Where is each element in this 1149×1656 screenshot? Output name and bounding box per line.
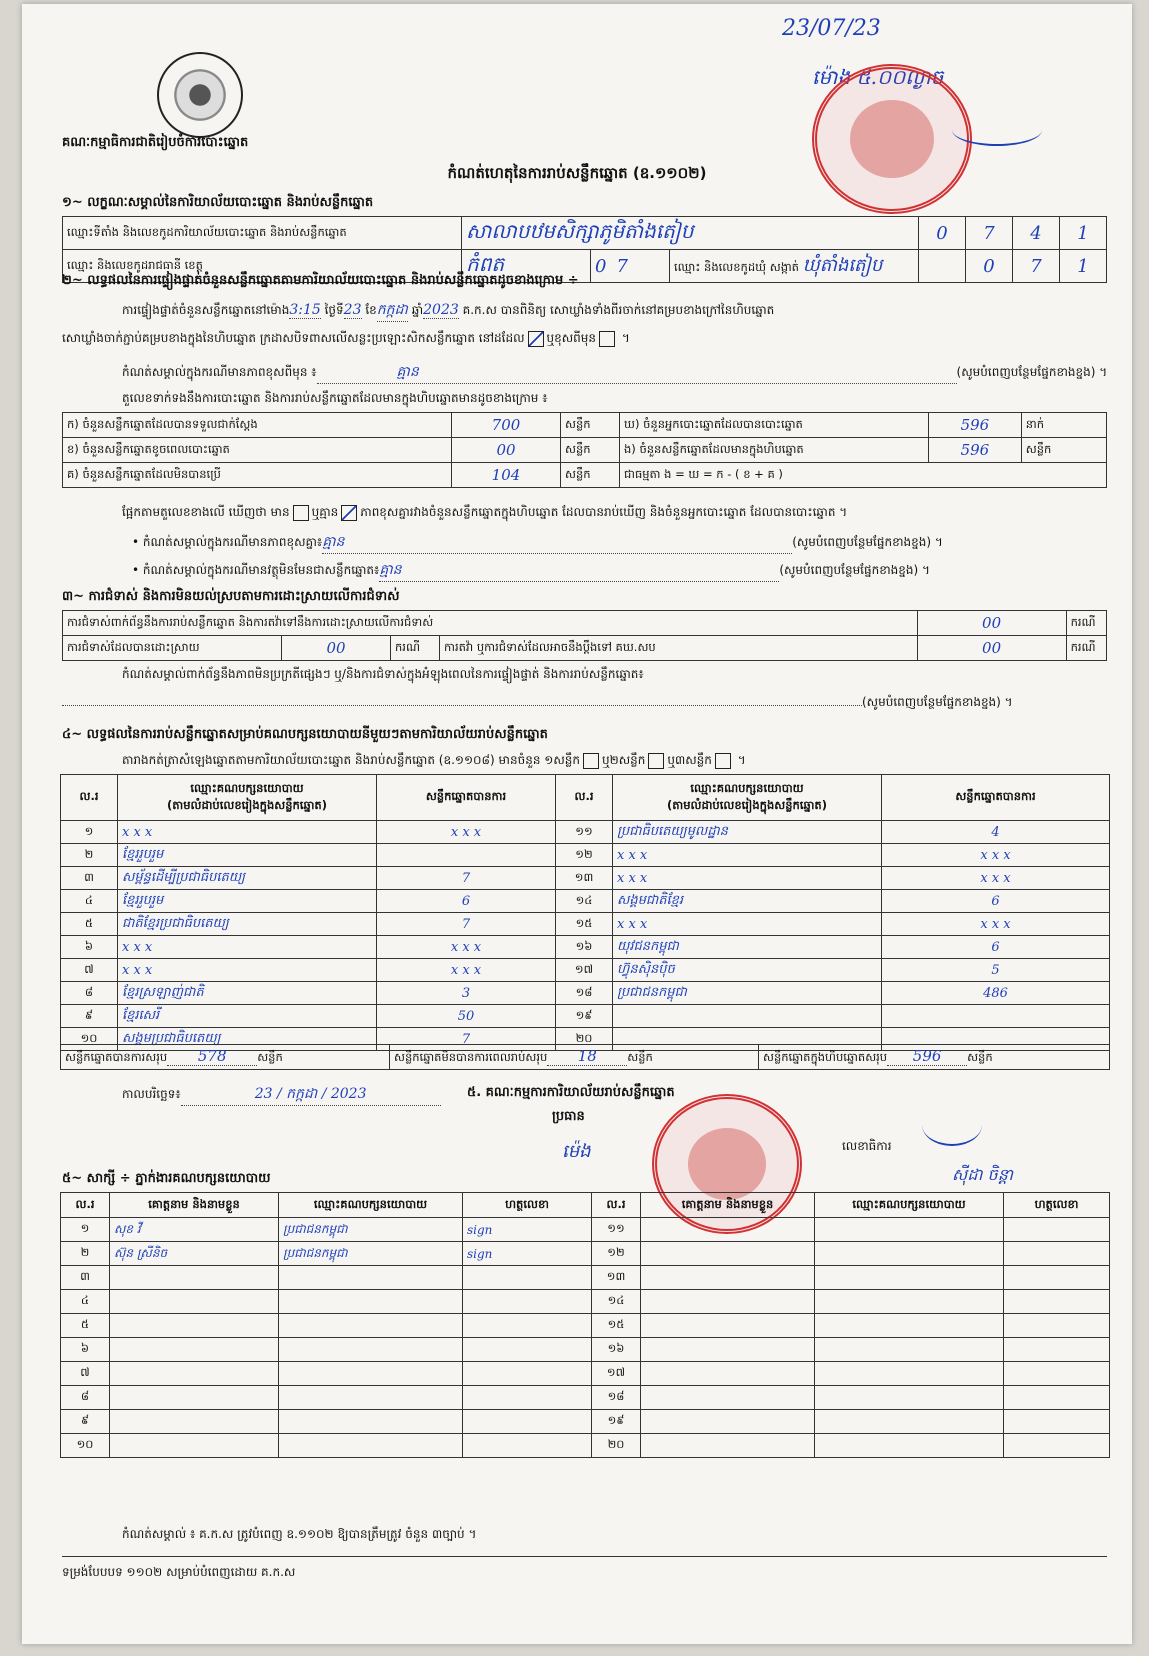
section3-heading: ៣~ ការជំទាស់ និងការមិនយល់ស្របតាមការដោះស្រាយលើការជំទាស់ xyxy=(62,589,400,604)
witness-signature xyxy=(463,1410,592,1434)
party-name: x x x xyxy=(118,821,377,844)
vote-count: x x x xyxy=(377,821,556,844)
table-row xyxy=(61,913,1110,936)
commission-name: គណៈកម្មាធិការជាតិរៀបចំការបោះឆ្នោត xyxy=(62,135,249,150)
vote-count: 4 xyxy=(882,821,1110,844)
witness-party xyxy=(815,1386,1004,1410)
row-number: ៥ xyxy=(61,913,118,936)
row-number: ១ xyxy=(61,1218,110,1242)
table-row xyxy=(61,1314,1110,1338)
table-row xyxy=(61,1410,1110,1434)
party-name: សង្គមប្រជាធិបតេយ្យ xyxy=(118,1028,377,1051)
witness-signature xyxy=(1004,1290,1110,1314)
witness-name xyxy=(641,1266,815,1290)
table-row xyxy=(61,821,1110,844)
total-invalid: 18 xyxy=(547,1047,627,1066)
witness-name xyxy=(110,1266,279,1290)
row-number: ៣ xyxy=(61,867,118,890)
unused-label: គ) ចំនួនសន្លឹកឆ្នោតដែលមិនបានប្រើ xyxy=(63,463,452,488)
no-difference-checkbox[interactable] xyxy=(341,505,357,521)
row-number: ១៣ xyxy=(592,1266,641,1290)
party-name: x x x xyxy=(613,913,882,936)
commune-code-2: 7 xyxy=(1013,250,1060,283)
row-number: ៥ xyxy=(61,1314,110,1338)
commune-cell: ឈ្មោះ និងលេខកូដឃុំ សង្កាត់ ឃុំតាំងតៀប xyxy=(670,250,919,283)
witness-signature: sign xyxy=(463,1242,592,1266)
irregularity-remark: កំណត់សម្គាល់ពាក់ព័ន្ធនឹងភាពមិនប្រក្រតីផ្សេងៗ ឬ/និងការជំទាស់ក្នុងអំឡុងពេលនៃការផ្ទៀងផ្ទាត់ និងការរាប់សន្លឹកឆ្នោត៖ xyxy=(122,667,644,681)
ballot-count-form xyxy=(22,4,1132,1644)
section1-heading: ១~ លក្ខណៈសម្គាល់នៃការិយាល័យបោះឆ្នោត និងរាប់សន្លឹកឆ្នោត xyxy=(62,195,374,210)
witness-party xyxy=(279,1362,463,1386)
witness-party xyxy=(279,1434,463,1458)
table-row xyxy=(61,1434,1110,1458)
row-number: ៩ xyxy=(61,1005,118,1028)
witness-signature xyxy=(463,1434,592,1458)
party-name: សង្គមជាតិខ្មែរ xyxy=(613,890,882,913)
commune-code-1: 0 xyxy=(966,250,1013,283)
row-number: ៧ xyxy=(61,1362,110,1386)
party-name: ប្រជាធិបតេយ្យមូលដ្ឋាន xyxy=(613,821,882,844)
vote-count: 50 xyxy=(377,1005,556,1028)
row-number: ១១ xyxy=(592,1218,641,1242)
row-number: ១៣ xyxy=(556,867,613,890)
witness-party xyxy=(279,1266,463,1290)
row-number: ១១ xyxy=(556,821,613,844)
verification-line: ការផ្ទៀងផ្ទាត់ចំនួនសន្លឹកឆ្នោតនៅម៉ោង3:15 ថ្ងៃទី23 ខែកក្កដា ឆ្នាំ2023 គ.ក.ស បានពិនិត្យ សោឃ្លាំងទាំងពីរចាក់នៅគម្របខាងក្រៅនៃហិបឆ្នោត xyxy=(122,300,1112,322)
vote-count: 7 xyxy=(377,1028,556,1051)
vote-count: 7 xyxy=(377,867,556,890)
witness-name xyxy=(641,1338,815,1362)
witness-name xyxy=(641,1218,815,1242)
party-name: ប្រជាជនកម្ពុជា xyxy=(613,982,882,1005)
total-valid: 578 xyxy=(167,1047,257,1066)
witness-signature xyxy=(463,1290,592,1314)
figures-intro: តួលេខទាក់ទងនឹងការបោះឆ្នោត និងការរាប់សន្លឹកឆ្នោតដែលមានក្នុងហិបឆ្នោតមានដូចខាងក្រោម ៖ xyxy=(122,391,548,405)
foreign-object-remark: • កំណត់សម្គាល់ក្នុងករណីមានវត្ថុមិនមែនជាសន្លឹកឆ្នោត៖គ្មាន (សូមបំពេញបន្ថែមផ្នែកខាងខ្នង) ។ xyxy=(132,560,1112,582)
row-number: ១៥ xyxy=(556,913,613,936)
witness-party: ប្រជាជនកម្ពុជា xyxy=(279,1242,463,1266)
province-name: កំពត xyxy=(462,250,591,283)
party-name: យុវជនកម្ពុជា xyxy=(613,936,882,959)
row-number: ៨ xyxy=(61,1386,110,1410)
witness-name xyxy=(110,1386,279,1410)
vote-count: x x x xyxy=(377,936,556,959)
difference-line: ផ្អែកតាមតួលេខខាងលើ ឃើញថា មាន ឬគ្មាន ភាពខុសគ្នារវាងចំនួនសន្លឹកឆ្នោតក្នុងហិបឆ្នោត ដែលបានរាប់ឃើញ និងចំនួនអ្នកបោះឆ្នោត ដែលបានបោះឆ្នោត ។ xyxy=(122,505,848,519)
witness-party xyxy=(279,1314,463,1338)
vote-count: 6 xyxy=(882,936,1110,959)
table-row xyxy=(61,844,1110,867)
total-in-box: 596 xyxy=(887,1047,967,1066)
unused-value: 104 xyxy=(452,463,561,488)
row-number: ១០ xyxy=(61,1434,110,1458)
row-number: ១ xyxy=(61,821,118,844)
received-label: ក) ចំនួនសន្លឹកឆ្នោតដែលបានទទួលជាក់ស្ដែង xyxy=(63,413,452,438)
section4-heading: ៤~ លទ្ធផលនៃការរាប់សន្លឹកឆ្នោតសម្រាប់គណបក្សនយោបាយនីមួយៗតាមការិយាល័យរាប់សន្លឹកឆ្នោត xyxy=(62,727,548,742)
has-difference-checkbox[interactable] xyxy=(293,505,309,521)
handwritten-date: 23/07/23 xyxy=(782,16,881,41)
received-value: 700 xyxy=(452,413,561,438)
witness-party xyxy=(815,1314,1004,1338)
remark-difference-line: កំណត់សម្គាល់ក្នុងករណីមានភាពខុសពីមុន ៖ គ្មាន (សូមបំពេញបន្ថែមផ្នែកខាងខ្នង) ។ xyxy=(122,362,1112,384)
row-number: ១៨ xyxy=(556,982,613,1005)
witness-party xyxy=(815,1362,1004,1386)
footnote: កំណត់សម្គាល់ ៖ គ.ក.ស ត្រូវបំពេញ ឧ.១១០២ ឱ្យបានត្រឹមត្រូវ ចំនួន ៣ច្បាប់ ។ xyxy=(122,1527,477,1541)
row-number: ២ xyxy=(61,1242,110,1266)
station-label: ឈ្មោះទីតាំង និងលេខកូដការិយាល័យបោះឆ្នោត និងរាប់សន្លឹកឆ្នោត xyxy=(63,217,462,250)
secretary-label: លេខាធិការ xyxy=(842,1139,892,1153)
witness-party: ប្រជាជនកម្ពុជា xyxy=(279,1218,463,1242)
witness-signature xyxy=(1004,1434,1110,1458)
table-row xyxy=(61,1242,1110,1266)
witness-signature xyxy=(463,1386,592,1410)
secretary-name: ស៊ីដា ចិន្តា xyxy=(952,1165,1013,1184)
province-code: 07 xyxy=(591,250,670,283)
witness-signature xyxy=(1004,1338,1110,1362)
spoiled-label: ខ) ចំនួនសន្លឹកឆ្នោតខូចពេលបោះឆ្នោត xyxy=(63,438,452,463)
witness-name xyxy=(110,1362,279,1386)
form-title: កំណត់ហេតុនៃការរាប់សន្លឹកឆ្នោត (ឧ.១១០២) xyxy=(447,164,707,182)
witness-signature xyxy=(1004,1314,1110,1338)
row-number: ៣ xyxy=(61,1266,110,1290)
vote-count xyxy=(377,844,556,867)
row-number: ១៦ xyxy=(556,936,613,959)
commission-logo xyxy=(157,52,243,138)
row-number: ១២ xyxy=(556,844,613,867)
voters-label: ឃ) ចំនួនអ្នកបោះឆ្នោតដែលបានបោះឆ្នោត xyxy=(620,413,929,438)
party-name: x x x xyxy=(118,936,377,959)
party-name: ខ្មែររួបរួម xyxy=(118,890,377,913)
witness-name xyxy=(641,1290,815,1314)
chair-signature: ម៉េង xyxy=(562,1141,591,1162)
party-name: ហ៊្វុនស៊ិនប៉ិច xyxy=(613,959,882,982)
vote-count: x x x xyxy=(882,867,1110,890)
witness-signature xyxy=(1004,1386,1110,1410)
tally-sheet-count: តារាងកត់ត្រាសំឡេងឆ្នោតតាមការិយាល័យបោះឆ្នោត និងរាប់សន្លឹកឆ្នោត (ឧ.១១០៨) មានចំនួន ១សន្លឹក ឬ២សន្លឹក ឬ៣សន្លឹក ។ xyxy=(122,753,746,767)
vote-count: x x x xyxy=(882,844,1110,867)
witness-name xyxy=(110,1434,279,1458)
party-name: x x x xyxy=(613,844,882,867)
party-name: ខ្មែរសេរី xyxy=(118,1005,377,1028)
vote-count: 6 xyxy=(882,890,1110,913)
table-row xyxy=(61,959,1110,982)
row-number: ១៨ xyxy=(592,1386,641,1410)
witness-name xyxy=(110,1314,279,1338)
row-number: ៩ xyxy=(61,1410,110,1434)
row-number: ៤ xyxy=(61,1290,110,1314)
party-name: ជាតិខ្មែរប្រជាធិបតេយ្យ xyxy=(118,913,377,936)
table-row xyxy=(61,1218,1110,1242)
date-line: កាលបរិច្ឆេទ៖ 23 / កក្កដា / 2023 xyxy=(122,1084,441,1106)
formula: ជាធម្មតា ង = ឃ = ក - ( ខ + គ ) xyxy=(620,463,1107,488)
station-code-4: 1 xyxy=(1060,217,1107,250)
witness-name xyxy=(641,1386,815,1410)
section2-heading: ២~ លទ្ធផលនៃការផ្ទៀងផ្ទាត់ចំនួនសន្លឹកឆ្នោតតាមការិយាល័យបោះឆ្នោត និងរាប់សន្លឹកឆ្នោតដូចខាងក្រោម ÷ xyxy=(62,273,579,288)
commune-code-3: 1 xyxy=(1060,250,1107,283)
table-row xyxy=(61,1266,1110,1290)
section5-heading: ៥~ សាក្សី ÷ ភ្នាក់ងារគណបក្សនយោបាយ xyxy=(62,1171,271,1186)
party-name xyxy=(613,1005,882,1028)
row-number: ១៧ xyxy=(592,1362,641,1386)
witness-party xyxy=(815,1434,1004,1458)
vote-count: x x x xyxy=(882,913,1110,936)
witness-party xyxy=(815,1218,1004,1242)
vote-count: 7 xyxy=(377,913,556,936)
witness-signature xyxy=(1004,1410,1110,1434)
table-row xyxy=(61,982,1110,1005)
figures-table: ក) ចំនួនសន្លឹកឆ្នោតដែលបានទទួលជាក់ស្ដែង 700 សន្លឹក ឃ) ចំនួនអ្នកបោះឆ្នោតដែលបានបោះឆ្នោត 596 នាក់ ខ) ចំនួនសន្លឹកឆ្នោតខូចពេលបោះឆ្នោត 00 សន្លឹក ង) ចំនួនសន្លឹកឆ្នោតដែលមានក្នុងហិបឆ្នោត 596 សន្លឹក គ) ចំនួនសន្លឹកឆ្នោតដែលមិនបានប្រើ 104 សន្លឹក ជាធម្មតា ង = ឃ = ក - ( ខ + គ ) xyxy=(62,412,1107,488)
witness-signature: sign xyxy=(463,1218,592,1242)
row-number: ៦ xyxy=(61,936,118,959)
voters-value: 596 xyxy=(929,413,1022,438)
witness-party xyxy=(815,1266,1004,1290)
witness-name: សុខ វី xyxy=(110,1218,279,1242)
row-number: ៦ xyxy=(61,1338,110,1362)
witness-name xyxy=(641,1434,815,1458)
objections-value: 00 xyxy=(917,611,1066,636)
table-row xyxy=(61,936,1110,959)
station-code-3: 4 xyxy=(1013,217,1060,250)
row-number: ២០ xyxy=(556,1028,613,1051)
province-label: ឈ្មោះ និងលេខកូដរាជធានី ខេត្ត xyxy=(63,250,462,283)
chair-label: ប្រធាន xyxy=(552,1109,585,1124)
witness-name xyxy=(641,1242,815,1266)
witness-name xyxy=(641,1362,815,1386)
unchanged-checkbox[interactable] xyxy=(528,331,544,347)
witness-name xyxy=(110,1290,279,1314)
changed-checkbox[interactable] xyxy=(599,331,615,347)
witness-signature xyxy=(1004,1242,1110,1266)
witness-party xyxy=(279,1410,463,1434)
resolved-value: 00 xyxy=(282,636,391,661)
table-row xyxy=(61,1290,1110,1314)
spoiled-value: 00 xyxy=(452,438,561,463)
row-number: ១២ xyxy=(592,1242,641,1266)
row-number: ១៩ xyxy=(556,1005,613,1028)
row-number: ២០ xyxy=(592,1434,641,1458)
row-number: ១៥ xyxy=(592,1314,641,1338)
signature-top xyxy=(952,114,1042,146)
witness-name xyxy=(110,1410,279,1434)
vote-count xyxy=(882,1005,1110,1028)
party-name: ខ្មែរស្រឡាញ់ជាតិ xyxy=(118,982,377,1005)
irregularity-remark-line: (សូមបំពេញបន្ថែមផ្នែកខាងខ្នង) ។ xyxy=(62,694,1112,712)
form-note: ទម្រង់បែបបទ ១១០២ សម្រាប់បំពេញដោយ គ.ក.ស xyxy=(62,1565,296,1579)
witness-party xyxy=(815,1242,1004,1266)
witness-name xyxy=(641,1314,815,1338)
witness-name: ស៊ុន ស្រីនិច xyxy=(110,1242,279,1266)
committee-title: ៥. គណៈកម្មការការិយាល័យរាប់សន្លឹកឆ្នោត xyxy=(467,1085,675,1100)
witness-name xyxy=(110,1338,279,1362)
party-results-table: ល.រ ឈ្មោះគណបក្សនយោបាយ (តាមលំដាប់លេខរៀងក្នុងសន្លឹកឆ្នោត) សន្លឹកឆ្នោតបានការ ល.រ ឈ្មោះគណបក្សនយោបាយ (តាមលំដាប់លេខរៀងក្នុងសន្លឹកឆ្នោត) សន្លឹកឆ្នោតបានការ ១ x x x x x x ១១ ប្រជាធិបតេយ្យមូលដ្ឋាន 4 ២ ខ្មែររួបរួម ១២ x x x x x x ៣ សម្ព័ន្ធដើម្បីប្រជាធិបតេយ្យ 7 ១៣ x x x x x x ៤ ខ្មែររួបរួម 6 ១៤ សង្គមជាតិខ្មែរ 6 ៥ ជាតិខ្មែរប្រជាធិបតេយ្យ 7 ១៥ x x x x x x ៦ x x x x x x ១៦ យុវជនកម្ពុជា 6 ៧ x x x x x x ១៧ ហ៊្វុនស៊ិនប៉ិច 5 ៨ ខ្មែរស្រឡាញ់ជាតិ 3 ១៨ ប្រជាជនកម្ពុជា 486 ៩ ខ្មែរសេរី 50 ១៩ ១០ សង្គមប្រជាធិបតេយ្យ 7 ២០ xyxy=(60,774,1110,1051)
handwritten-time: ម៉ោង ៥.០០ល្ងាច xyxy=(812,65,944,89)
vote-count: x x x xyxy=(377,959,556,982)
witness-signature xyxy=(463,1314,592,1338)
row-number: ៧ xyxy=(61,959,118,982)
witness-party xyxy=(279,1290,463,1314)
seal-line: សោឃ្លាំងចាក់ភ្ជាប់គម្របខាងក្នុងនៃហិបឆ្នោត ក្រដាសបិទពាសលើសន្លះប្រឡោះសិកសន្លឹកឆ្នោត នៅដដែល ឬខុសពីមុន ។ xyxy=(62,331,630,345)
row-number: ១០ xyxy=(61,1028,118,1051)
row-number: ៨ xyxy=(61,982,118,1005)
row-number: ១៤ xyxy=(556,890,613,913)
party-name: ខ្មែររួបរួម xyxy=(118,844,377,867)
witness-party xyxy=(815,1338,1004,1362)
party-name: x x x xyxy=(118,959,377,982)
vote-count: 3 xyxy=(377,982,556,1005)
totals-row: សន្លឹកឆ្នោតបានការសរុប 578 សន្លឹក សន្លឹកឆ្នោតមិនបានការពេលរាប់សរុប 18 សន្លឹក សន្លឹកឆ្នោតក្នុងហិបឆ្នោតសរុប 596 សន្លឹក xyxy=(60,1044,1110,1070)
witness-party xyxy=(815,1410,1004,1434)
witness-signature xyxy=(463,1266,592,1290)
vote-count: 5 xyxy=(882,959,1110,982)
row-number: ១៧ xyxy=(556,959,613,982)
witness-name xyxy=(641,1410,815,1434)
witness-signature xyxy=(1004,1362,1110,1386)
table-row xyxy=(61,890,1110,913)
table-row xyxy=(61,867,1110,890)
witness-party xyxy=(815,1290,1004,1314)
row-number: ១៤ xyxy=(592,1290,641,1314)
witness-party xyxy=(279,1386,463,1410)
objections-table: ការជំទាស់ពាក់ព័ន្ធនឹងការរាប់សន្លឹកឆ្នោត និងការតវ៉ាទៅនឹងការដោះស្រាយលើការជំទាស់ 00 ករណី ការជំទាស់ដែលបានដោះស្រាយ 00 ករណី ការតវ៉ា ឬការជំទាស់ដែលអាចនឹងប្ដឹងទៅ គឃ.សប 00 ករណី xyxy=(62,610,1107,661)
station-code-1: 0 xyxy=(919,217,966,250)
row-number: ១៦ xyxy=(592,1338,641,1362)
table-row xyxy=(61,1005,1110,1028)
witness-signature xyxy=(463,1338,592,1362)
witness-signature xyxy=(1004,1266,1110,1290)
appeal-value: 00 xyxy=(917,636,1066,661)
table-row xyxy=(61,1362,1110,1386)
witness-signature xyxy=(1004,1218,1110,1242)
row-number: ៤ xyxy=(61,890,118,913)
vote-count: 6 xyxy=(377,890,556,913)
footer-rule xyxy=(62,1556,1107,1557)
party-name: សម្ព័ន្ធដើម្បីប្រជាធិបតេយ្យ xyxy=(118,867,377,890)
in-box-value: 596 xyxy=(929,438,1022,463)
station-code-2: 7 xyxy=(966,217,1013,250)
vote-count: 486 xyxy=(882,982,1110,1005)
row-number: ២ xyxy=(61,844,118,867)
row-number: ១៩ xyxy=(592,1410,641,1434)
witness-signature xyxy=(463,1362,592,1386)
table-row xyxy=(61,1386,1110,1410)
station-name: សាលាបឋមសិក្សាភូមិតាំងតៀប xyxy=(462,217,919,250)
difference-remark: • កំណត់សម្គាល់ក្នុងករណីមានភាពខុសគ្នា៖គ្មាន (សូមបំពេញបន្ថែមផ្នែកខាងខ្នង) ។ xyxy=(132,532,1112,554)
secretary-signature xyxy=(922,1104,982,1146)
in-box-label: ង) ចំនួនសន្លឹកឆ្នោតដែលមានក្នុងហិបឆ្នោត xyxy=(620,438,929,463)
party-name: x x x xyxy=(613,867,882,890)
witness-table: ល.រ គោត្តនាម និងនាមខ្លួន ឈ្មោះគណបក្សនយោបាយ ហត្ថលេខា ល.រ គោត្តនាម និងនាមខ្លួន ឈ្មោះគណបក្សនយោបាយ ហត្ថលេខា ១ សុខ វី ប្រជាជនកម្ពុជា sign ១១ ២ ស៊ុន ស្រីនិច ប្រជាជនកម្ពុជា sign ១២ ៣ ១៣ ៤ ១៤ ៥ ១៥ ៦ ១៦ ៧ ១៧ ៨ ១៨ ៩ ១៩ ១០ ២០ xyxy=(60,1192,1110,1458)
table-row xyxy=(61,1338,1110,1362)
official-stamp-top xyxy=(812,64,972,214)
witness-party xyxy=(279,1338,463,1362)
